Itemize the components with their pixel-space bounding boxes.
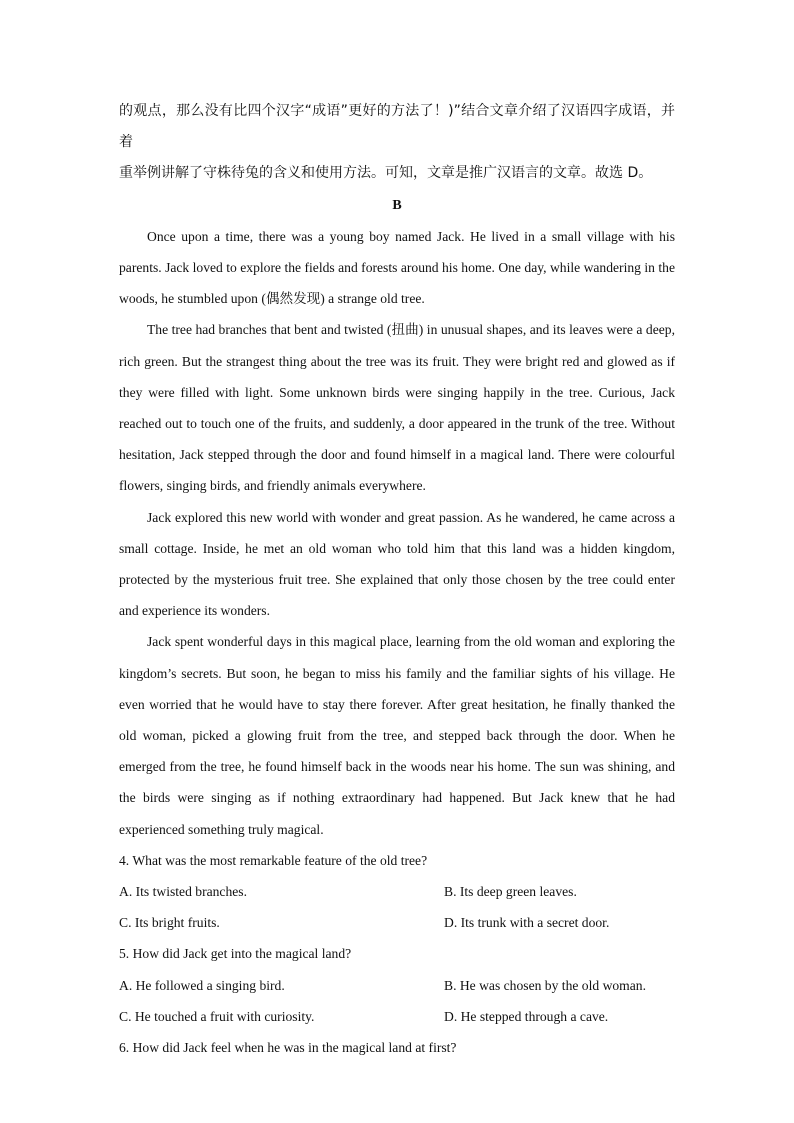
question-4-option-b: B. Its deep green leaves. — [444, 884, 577, 900]
passage-paragraph-1: Once upon a time, there was a young boy named Jack. He lived in a small village with his parents. Jack loved to explore the fields and forests around his home. One day, while wandering in the woods, he stumbled upon (偶然发现) a strange old tree. — [119, 228, 675, 307]
question-5-option-a: A. He followed a singing bird. — [119, 977, 285, 993]
passage-paragraph-2: The tree had branches that bent and twisted (扭曲) in unusual shapes, and its leaves were a deep, rich green. But the strangest thing about the tree was its fruit. They were bright red and glowed as if they were filled with light. Some unknown birds were singing happily in the tree. Curious, Jack reached out to touch one of the fruits, and suddenly, a door appeared in the trunk of the tree. Without hesitation, Jack stepped through the door and found himself in a magical land. There were colourful flowers, singing birds, and friendly animals everywhere. — [119, 322, 675, 494]
intro-line-2: 重举例讲解了守株待兔的含义和使用方法。可知，文章是推广汉语言的文章。故选 D。 — [119, 165, 653, 182]
question-4-stem: 4. What was the most remarkable feature of the old tree? — [119, 852, 428, 868]
question-5-options — [119, 970, 675, 1032]
section-title: B — [392, 197, 402, 213]
question-4-option-c: C. Its bright fruits. — [119, 915, 220, 931]
question-4-option-d: D. Its trunk with a secret door. — [444, 915, 610, 931]
question-6-stem: 6. How did Jack feel when he was in the magical land at first? — [119, 1040, 457, 1056]
question-4-option-a: A. Its twisted branches. — [119, 884, 247, 900]
question-5-option-d: D. He stepped through a cave. — [444, 1008, 609, 1024]
intro-line-1: 的观点，那么没有比四个汉字“成语”更好的方法了！)”结合文章介绍了汉语四字成语，并着 — [119, 103, 675, 151]
question-5-option-c: C. He touched a fruit with curiosity. — [119, 1008, 315, 1024]
passage-paragraph-4: Jack spent wonderful days in this magical place, learning from the old woman and exploring the kingdom’s secrets. But soon, he began to miss his family and the familiar sights of his village. He even worried that he would have to stay there forever. After great hesitation, he finally thanked the old woman, picked a glowing fruit from the tree, and stepped back through the door. When he emerged from the tree, he found himself back in the woods near his home. The sun was shining, and the birds were singing as if nothing extraordinary had happened. But Jack knew that he had experienced something truly magical. — [119, 634, 675, 837]
passage-paragraph-3: Jack explored this new world with wonder and great passion. As he wandered, he came across a small cottage. Inside, he met an old woman who told him that this land was a hidden kingdom, protected by the mysterious fruit tree. She explained that only those chosen by the tree could enter and experience its wonders. — [119, 509, 675, 619]
question-5-option-b: B. He was chosen by the old woman. — [444, 977, 646, 993]
question-4-options — [119, 876, 675, 938]
question-5-stem: 5. How did Jack get into the magical land? — [119, 946, 352, 962]
document-page — [119, 96, 675, 1063]
